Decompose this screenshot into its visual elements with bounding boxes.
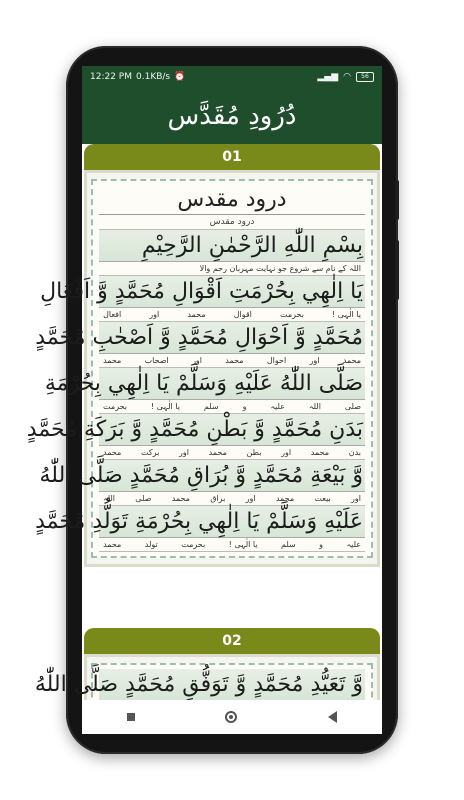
meaning-word: اور [309, 356, 320, 365]
meaning-word: محمد [342, 356, 361, 365]
status-bar [82, 66, 382, 88]
meaning-word: اللہ [103, 494, 116, 503]
meaning-word: علیہ [346, 540, 361, 549]
meaning-line [99, 446, 365, 460]
card-number: 02 [84, 628, 380, 654]
home-button[interactable] [225, 711, 237, 723]
meaning-word: اور [245, 494, 256, 503]
meaning-word: بحرمت [181, 540, 206, 549]
meaning-word: و [242, 402, 247, 411]
meaning-word: براق [210, 494, 226, 503]
arabic-line: عَلَيْهِ وَسَلَّمْ يَا اِلٰهِي بِحُرْمَةِ تَوَلُّدِ مُحَمَّدٍ [99, 506, 365, 538]
meaning-line [99, 262, 365, 276]
app-bar [82, 88, 382, 144]
arabic-line: بَدَنِ مُحَمَّدٍ وَّ بَطْنِ مُحَمَّدٍ وَّ بَرَكَةِ مُحَمَّدٍ [99, 414, 365, 446]
meaning-word: اللہ کے نام سے شروع جو نہایت مہربان رحم والا [199, 264, 361, 273]
meaning-word: بحرمت [279, 310, 304, 319]
arabic-line: بِسْمِ اللّٰهِ الرَّحْمٰنِ الرَّحِيْمِ [99, 230, 365, 262]
meaning-word: محمد [103, 356, 122, 365]
signal-icon: ▂▄▆ [317, 72, 339, 82]
arabic-line: صَلَّى اللّٰهُ عَلَيْهِ وَسَلَّمْ يَا اِلٰهِي بِحُرْمَةِ [99, 368, 365, 400]
arabic-line: وَّ بَيْعَةِ مُحَمَّدٍ وَّ بُرَاقِ مُحَمَّدٍ صَلَّى اللّٰهُ [99, 460, 365, 492]
arabic-line: وَّ تَعَيُّدِ مُحَمَّدٍ وَّ تَوَفُّقِ مُحَمَّدٍ صَلَّى اللّٰهُ [99, 669, 365, 701]
meaning-word: تولد [144, 540, 158, 549]
meaning-word: اللہ [308, 402, 321, 411]
card-01[interactable] [26, 144, 380, 567]
meaning-line [99, 308, 365, 322]
meaning-word: یا الٰہی ! [150, 402, 180, 411]
page-image [26, 179, 373, 558]
meaning-word: صلی [135, 494, 152, 503]
status-speed: 0.1KB/s [136, 72, 171, 82]
meaning-word: محمد [310, 448, 330, 457]
alarm-icon: ⏰ [174, 72, 186, 82]
meaning-word: محمد [103, 448, 122, 457]
meaning-word: سلم [203, 402, 219, 411]
meaning-word: محمد [171, 494, 190, 503]
meaning-word: محمد [103, 540, 122, 549]
meaning-word: محمد [275, 494, 295, 503]
meaning-line [99, 400, 365, 414]
card-number: 01 [84, 144, 380, 170]
meaning-line [99, 354, 365, 368]
meaning-word: و [319, 540, 324, 549]
content-list[interactable] [26, 144, 382, 700]
meaning-word: افعال [103, 310, 122, 319]
meaning-word: بحرمت [103, 402, 127, 411]
status-time: 12:22 PM [90, 72, 132, 82]
meaning-word: اور [351, 494, 361, 503]
meaning-word: اور [281, 448, 292, 457]
page-title: درود مقدس [99, 185, 365, 215]
meaning-word: محمد [187, 310, 206, 319]
recents-button[interactable] [127, 713, 135, 721]
page-subtitle: درود مقدس [99, 215, 365, 230]
meaning-word: یا الٰہی ! [228, 540, 258, 549]
meaning-word: اور [178, 448, 189, 457]
meaning-word: برکت [140, 448, 160, 457]
power-button [395, 240, 399, 300]
meaning-word: محمد [225, 356, 244, 365]
meaning-word: اصحاب [144, 356, 169, 365]
meaning-word: سلم [281, 540, 296, 549]
meaning-word: یا الٰہی ! [332, 310, 361, 319]
meaning-word: اقوال [233, 310, 252, 319]
wifi-icon: ◠ [343, 72, 351, 82]
arabic-line: مُحَمَّدٍ وَّ اَحْوَالِ مُحَمَّدٍ وَّ اَصْحٰبِ مُحَمَّدٍ [99, 322, 365, 354]
card-body [26, 170, 380, 567]
meaning-word: اور [149, 310, 160, 319]
meaning-word: بدن [348, 448, 361, 457]
meaning-word: علیہ [270, 402, 285, 411]
meaning-word: بطن [246, 448, 262, 457]
meaning-line [99, 538, 365, 552]
meaning-line [99, 492, 365, 506]
screen [26, 66, 382, 734]
meaning-word: بیعت [314, 494, 331, 503]
meaning-word: صلی [344, 402, 361, 411]
app-title: دُرُودِ مُقَدَّس [167, 101, 297, 131]
battery-icon: 56 [356, 72, 374, 82]
meaning-word: احوال [266, 356, 287, 365]
navigation-bar [82, 700, 382, 734]
volume-button [395, 180, 399, 220]
back-button[interactable] [328, 711, 337, 723]
meaning-word: اور [192, 356, 203, 365]
arabic-line: يَا اِلٰهِي بِحُرْمَتِ اَقْوَالِ مُحَمَّدٍ وَّ اَفْعَالِ [99, 276, 365, 308]
meaning-word: محمد [208, 448, 227, 457]
